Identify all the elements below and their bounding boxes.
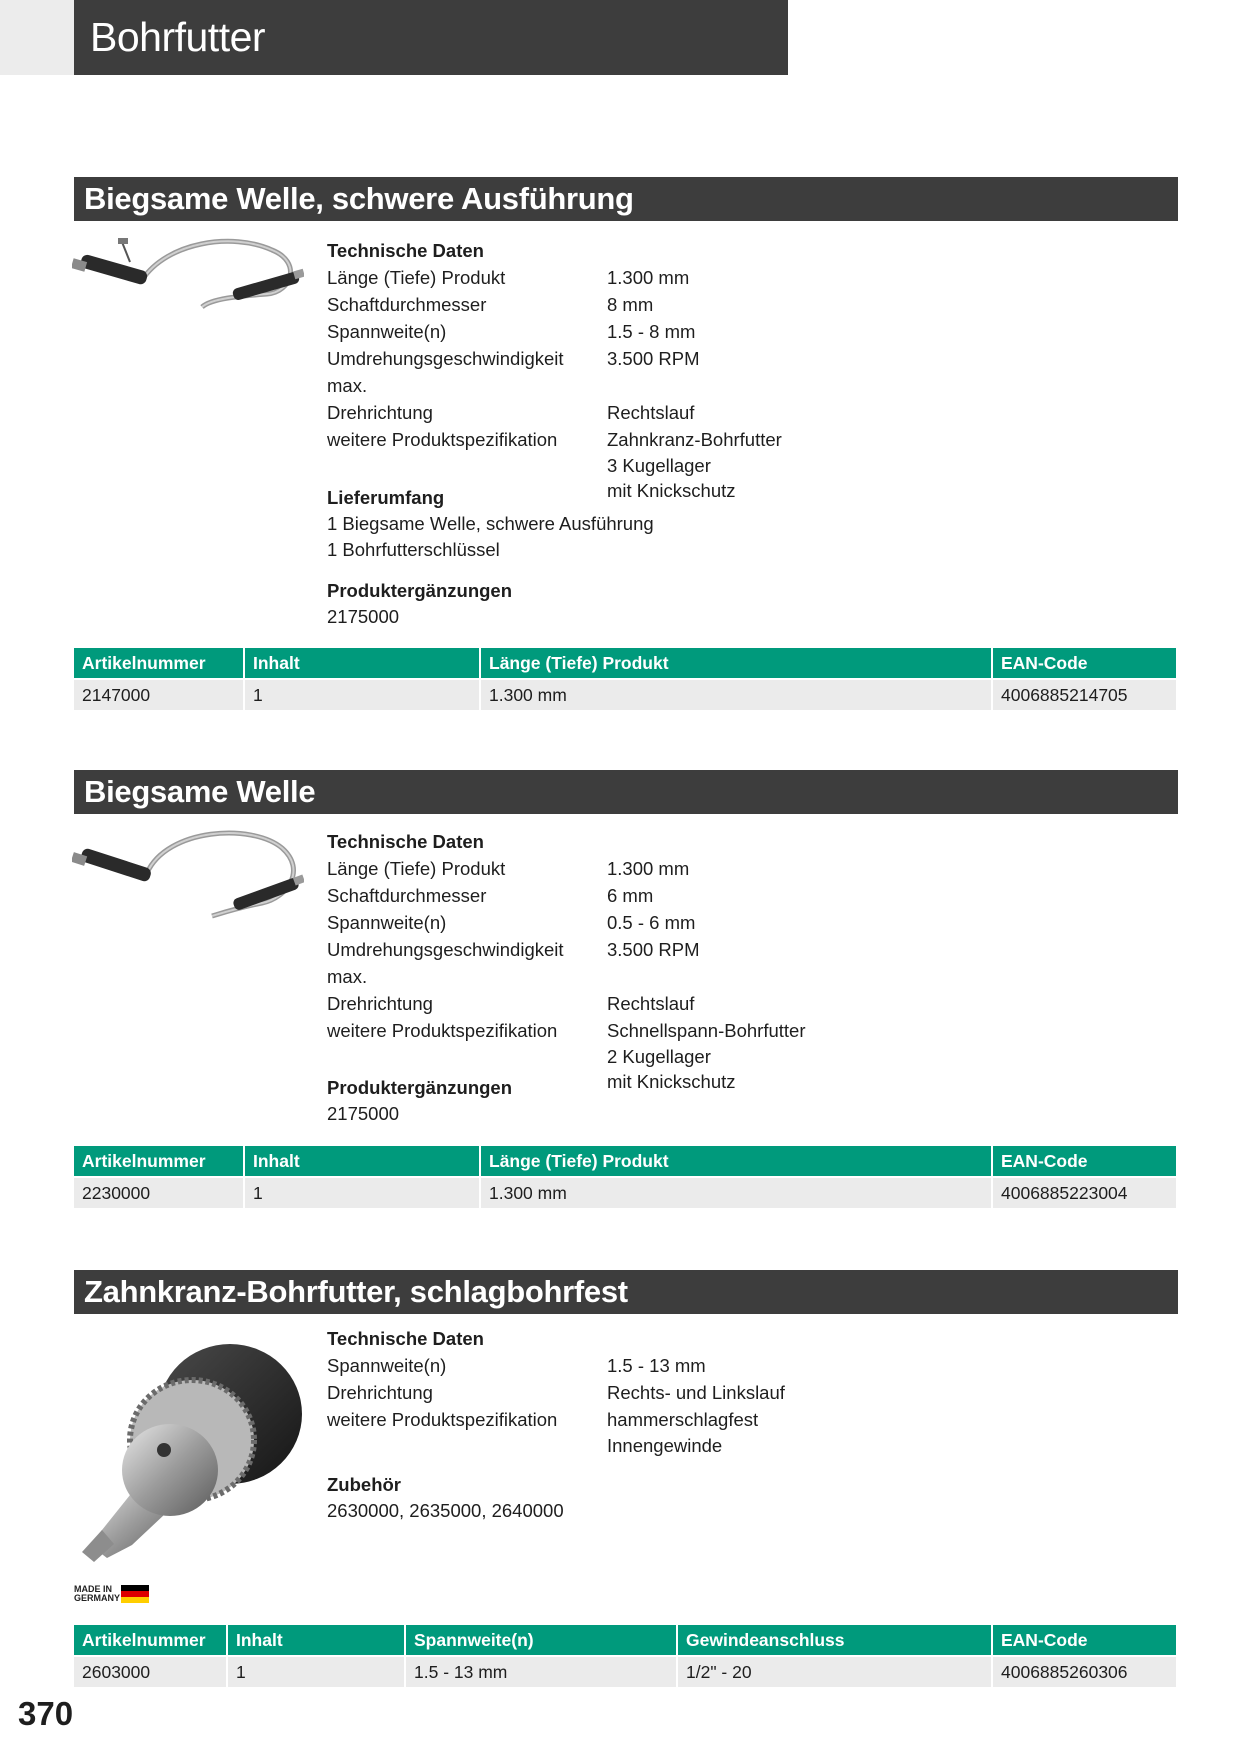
- german-flag-icon: [121, 1585, 149, 1603]
- spec-value: 0.5 - 6 mm: [607, 912, 696, 933]
- spec-row: [327, 1044, 805, 1069]
- section-title: Biegsame Welle: [74, 770, 1178, 814]
- article-table: [74, 648, 1176, 710]
- table-cell: 1.300 mm: [480, 1177, 992, 1208]
- spec-key: weitere Produktspezifikation: [327, 1020, 558, 1041]
- spec-value: 3.500 RPM: [607, 939, 700, 960]
- spec-key: Drehrichtung: [327, 993, 433, 1014]
- spec-value: mit Knickschutz: [607, 1071, 736, 1092]
- header-tab: [0, 0, 74, 75]
- supplements-heading: Produktergänzungen: [327, 1077, 513, 1098]
- spec-value: 8 mm: [607, 294, 654, 315]
- table-row: [74, 1177, 1176, 1208]
- column-header: Inhalt: [244, 1146, 480, 1177]
- spec-key: [327, 1433, 607, 1458]
- spec-value: 1.300 mm: [607, 267, 690, 288]
- spec-row: [327, 1406, 785, 1433]
- column-header: EAN-Code: [992, 1625, 1176, 1656]
- scope-heading: Lieferumfang: [327, 487, 445, 508]
- table-row: [74, 1656, 1176, 1687]
- supplements-value: 2175000: [327, 606, 400, 627]
- spec-value: Rechtslauf: [607, 402, 695, 423]
- table-cell: 2147000: [74, 679, 244, 710]
- spec-value: Innengewinde: [607, 1435, 723, 1456]
- table-header-row: [74, 1146, 1176, 1177]
- spec-value: 3.500 RPM: [607, 348, 700, 369]
- spec-key: [327, 1044, 607, 1069]
- flexible-shaft-image: [72, 828, 304, 928]
- spec-row: [327, 1352, 785, 1379]
- column-header: Inhalt: [227, 1625, 405, 1656]
- spec-value: hammerschlagfest: [607, 1409, 759, 1430]
- column-header: Gewindeanschluss: [677, 1625, 992, 1656]
- scope-item: 1 Bohrfutterschlüssel: [327, 539, 500, 560]
- spec-key: Länge (Tiefe) Produkt: [327, 858, 506, 879]
- drill-chuck-image: [72, 1330, 308, 1562]
- spec-key: Schaftdurchmesser: [327, 294, 487, 315]
- spec-value: Zahnkranz-Bohrfutter: [607, 429, 782, 450]
- spec-row: [327, 909, 805, 936]
- spec-value: 2 Kugellager: [607, 1046, 711, 1067]
- spec-key: Spannweite(n): [327, 321, 447, 342]
- table-header-row: [74, 648, 1176, 679]
- spec-row: [327, 291, 782, 318]
- table-cell: 2230000: [74, 1177, 244, 1208]
- spec-row: [327, 990, 805, 1017]
- spec-row: [327, 453, 782, 478]
- table-cell: 1: [227, 1656, 405, 1687]
- spec-key: Drehrichtung: [327, 402, 433, 423]
- column-header: Inhalt: [244, 648, 480, 679]
- table-cell: 1: [244, 1177, 480, 1208]
- column-header: EAN-Code: [992, 1146, 1176, 1177]
- accessories-value: 2630000, 2635000, 2640000: [327, 1500, 564, 1521]
- table-header-row: [74, 1625, 1176, 1656]
- spec-key: [327, 453, 607, 478]
- column-header: Länge (Tiefe) Produkt: [480, 1146, 992, 1177]
- spec-row: [327, 936, 805, 990]
- column-header: Artikelnummer: [74, 1146, 244, 1177]
- made-in-germany-badge: [74, 1585, 149, 1603]
- spec-value: Schnellspann-Bohrfutter: [607, 1020, 806, 1041]
- spec-key: Drehrichtung: [327, 1382, 433, 1403]
- table-cell: 4006885260306: [992, 1656, 1176, 1687]
- spec-value: mit Knickschutz: [607, 480, 736, 501]
- page-title: Bohrfutter: [74, 0, 788, 75]
- spec-value: 1.5 - 8 mm: [607, 321, 696, 342]
- supplements-value: 2175000: [327, 1103, 400, 1124]
- spec-row: [327, 399, 782, 426]
- spec-key: Spannweite(n): [327, 912, 447, 933]
- column-header: Länge (Tiefe) Produkt: [480, 648, 992, 679]
- spec-value: 3 Kugellager: [607, 455, 711, 476]
- article-table: [74, 1625, 1176, 1687]
- spec-key: Umdrehungsgeschwindigkeit max.: [327, 348, 564, 396]
- section-title: Biegsame Welle, schwere Ausführung: [74, 177, 1178, 221]
- tech-data-heading: Technische Daten: [327, 831, 484, 852]
- spec-value: Rechtslauf: [607, 993, 695, 1014]
- column-header: Artikelnummer: [74, 648, 244, 679]
- spec-key: Schaftdurchmesser: [327, 885, 487, 906]
- made-in-label: MADE IN GERMANY: [74, 1584, 121, 1603]
- spec-value: 1.300 mm: [607, 858, 690, 879]
- page-number: 370: [18, 1695, 74, 1732]
- spec-row: [327, 345, 782, 399]
- supplements-block: [327, 578, 512, 630]
- scope-item: 1 Biegsame Welle, schwere Ausführung: [327, 513, 654, 534]
- spec-row: [327, 264, 782, 291]
- tech-data-block: [327, 1325, 785, 1458]
- spec-value: 1.5 - 13 mm: [607, 1355, 706, 1376]
- supplements-heading: Produktergänzungen: [327, 580, 513, 601]
- scope-block: [327, 485, 654, 563]
- spec-row: [327, 426, 782, 453]
- flexible-shaft-heavy-image: [72, 232, 304, 322]
- column-header: EAN-Code: [992, 648, 1176, 679]
- spec-row: [327, 318, 782, 345]
- spec-row: [327, 1379, 785, 1406]
- tech-data-heading: Technische Daten: [327, 1328, 484, 1349]
- column-header: Artikelnummer: [74, 1625, 227, 1656]
- supplements-block: [327, 1075, 512, 1127]
- article-table: [74, 1146, 1176, 1208]
- spec-value: 6 mm: [607, 885, 654, 906]
- table-cell: 1.5 - 13 mm: [405, 1656, 677, 1687]
- table-row: [74, 679, 1176, 710]
- spec-row: [327, 1017, 805, 1044]
- spec-key: Spannweite(n): [327, 1355, 447, 1376]
- table-cell: 4006885214705: [992, 679, 1176, 710]
- accessories-block: [327, 1472, 564, 1524]
- spec-row: [327, 882, 805, 909]
- spec-key: weitere Produktspezifikation: [327, 429, 558, 450]
- table-cell: 4006885223004: [992, 1177, 1176, 1208]
- section-title: Zahnkranz-Bohrfutter, schlagbohrfest: [74, 1270, 1178, 1314]
- table-cell: 1: [244, 679, 480, 710]
- tech-data-heading: Technische Daten: [327, 240, 484, 261]
- table-cell: 1.300 mm: [480, 679, 992, 710]
- table-cell: 1/2" - 20: [677, 1656, 992, 1687]
- tech-data-block: [327, 237, 782, 503]
- table-cell: 2603000: [74, 1656, 227, 1687]
- accessories-heading: Zubehör: [327, 1474, 401, 1495]
- column-header: Spannweite(n): [405, 1625, 677, 1656]
- spec-value: Rechts- und Linkslauf: [607, 1382, 785, 1403]
- spec-row: [327, 1433, 785, 1458]
- tech-data-block: [327, 828, 805, 1094]
- spec-row: [327, 855, 805, 882]
- spec-key: weitere Produktspezifikation: [327, 1409, 558, 1430]
- spec-key: Länge (Tiefe) Produkt: [327, 267, 506, 288]
- spec-key: Umdrehungsgeschwindigkeit max.: [327, 939, 564, 987]
